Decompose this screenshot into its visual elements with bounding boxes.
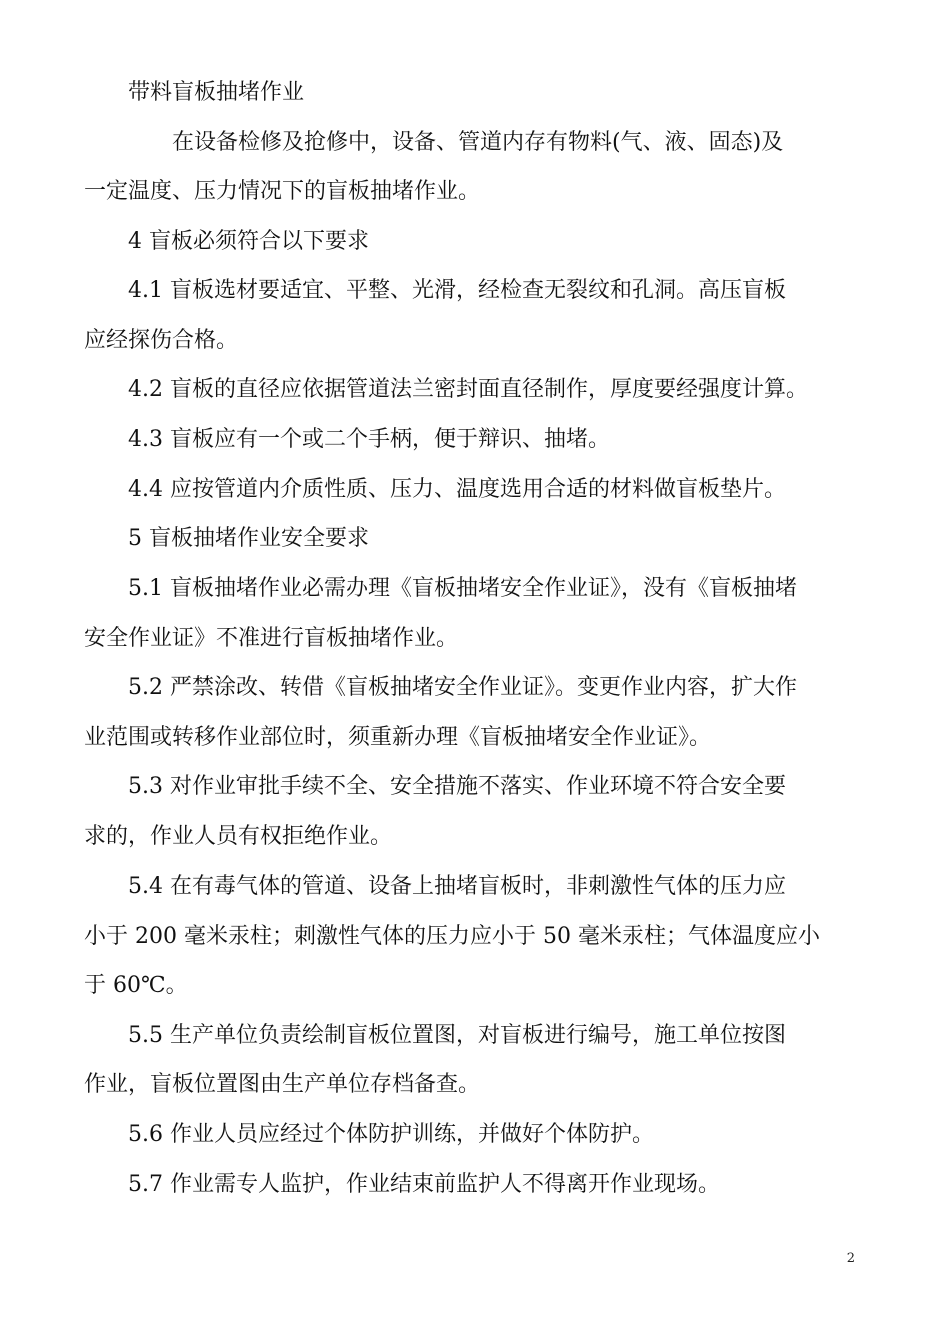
item-4-2: 4.2 盲板的直径应依据管道法兰密封面直径制作，厚度要经强度计算。 xyxy=(128,377,808,402)
item-5-3-line-2: 求的，作业人员有权拒绝作业。 xyxy=(84,824,393,849)
item-5-3-line-1: 5.3 对作业审批手续不全、安全措施不落实、作业环境不符合安全要 xyxy=(128,774,786,799)
item-5-5-line-2: 作业，盲板位置图由生产单位存档备查。 xyxy=(84,1072,481,1097)
item-5-4-line-1: 5.4 在有毒气体的管道、设备上抽堵盲板时，非刺激性气体的压力应 xyxy=(128,874,786,899)
definition-line-2: 一定温度、压力情况下的盲板抽堵作业。 xyxy=(84,179,481,204)
section-4-title: 4 盲板必须符合以下要求 xyxy=(128,229,369,254)
item-5-2-line-2: 业范围或转移作业部位时，须重新办理《盲板抽堵安全作业证》。 xyxy=(84,725,712,750)
item-4-3: 4.3 盲板应有一个或二个手柄，便于辩识、抽堵。 xyxy=(128,427,610,452)
item-4-1-line-1: 4.1 盲板选材要适宜、平整、光滑，经检查无裂纹和孔洞。高压盲板 xyxy=(128,278,786,303)
item-4-4: 4.4 应按管道内介质性质、压力、温度选用合适的材料做盲板垫片。 xyxy=(128,477,786,502)
definition-line-1: 在设备检修及抢修中，设备、管道内存有物料(气、液、固态)及 xyxy=(172,130,784,155)
page-number: 2 xyxy=(846,1251,855,1266)
item-5-6: 5.6 作业人员应经过个体防护训练，并做好个体防护。 xyxy=(128,1122,654,1147)
item-5-7: 5.7 作业需专人监护，作业结束前监护人不得离开作业现场。 xyxy=(128,1172,720,1197)
item-4-1-line-2: 应经探伤合格。 xyxy=(84,328,239,353)
item-5-2-line-1: 5.2 严禁涂改、转借《盲板抽堵安全作业证》。变更作业内容，扩大作 xyxy=(128,675,797,700)
item-5-4-line-2: 小于 200 毫米汞柱；刺激性气体的压力应小于 50 毫米汞柱；气体温度应小 xyxy=(84,924,820,949)
item-5-1-line-2: 安全作业证》不准进行盲板抽堵作业。 xyxy=(84,626,459,651)
section-5-title: 5 盲板抽堵作业安全要求 xyxy=(128,526,369,551)
item-5-5-line-1: 5.5 生产单位负责绘制盲板位置图，对盲板进行编号，施工单位按图 xyxy=(128,1023,786,1048)
item-5-4-line-3: 于 60℃。 xyxy=(84,973,188,998)
section-heading: 带料盲板抽堵作业 xyxy=(128,80,305,105)
item-5-1-line-1: 5.1 盲板抽堵作业必需办理《盲板抽堵安全作业证》，没有《盲板抽堵 xyxy=(128,576,797,601)
